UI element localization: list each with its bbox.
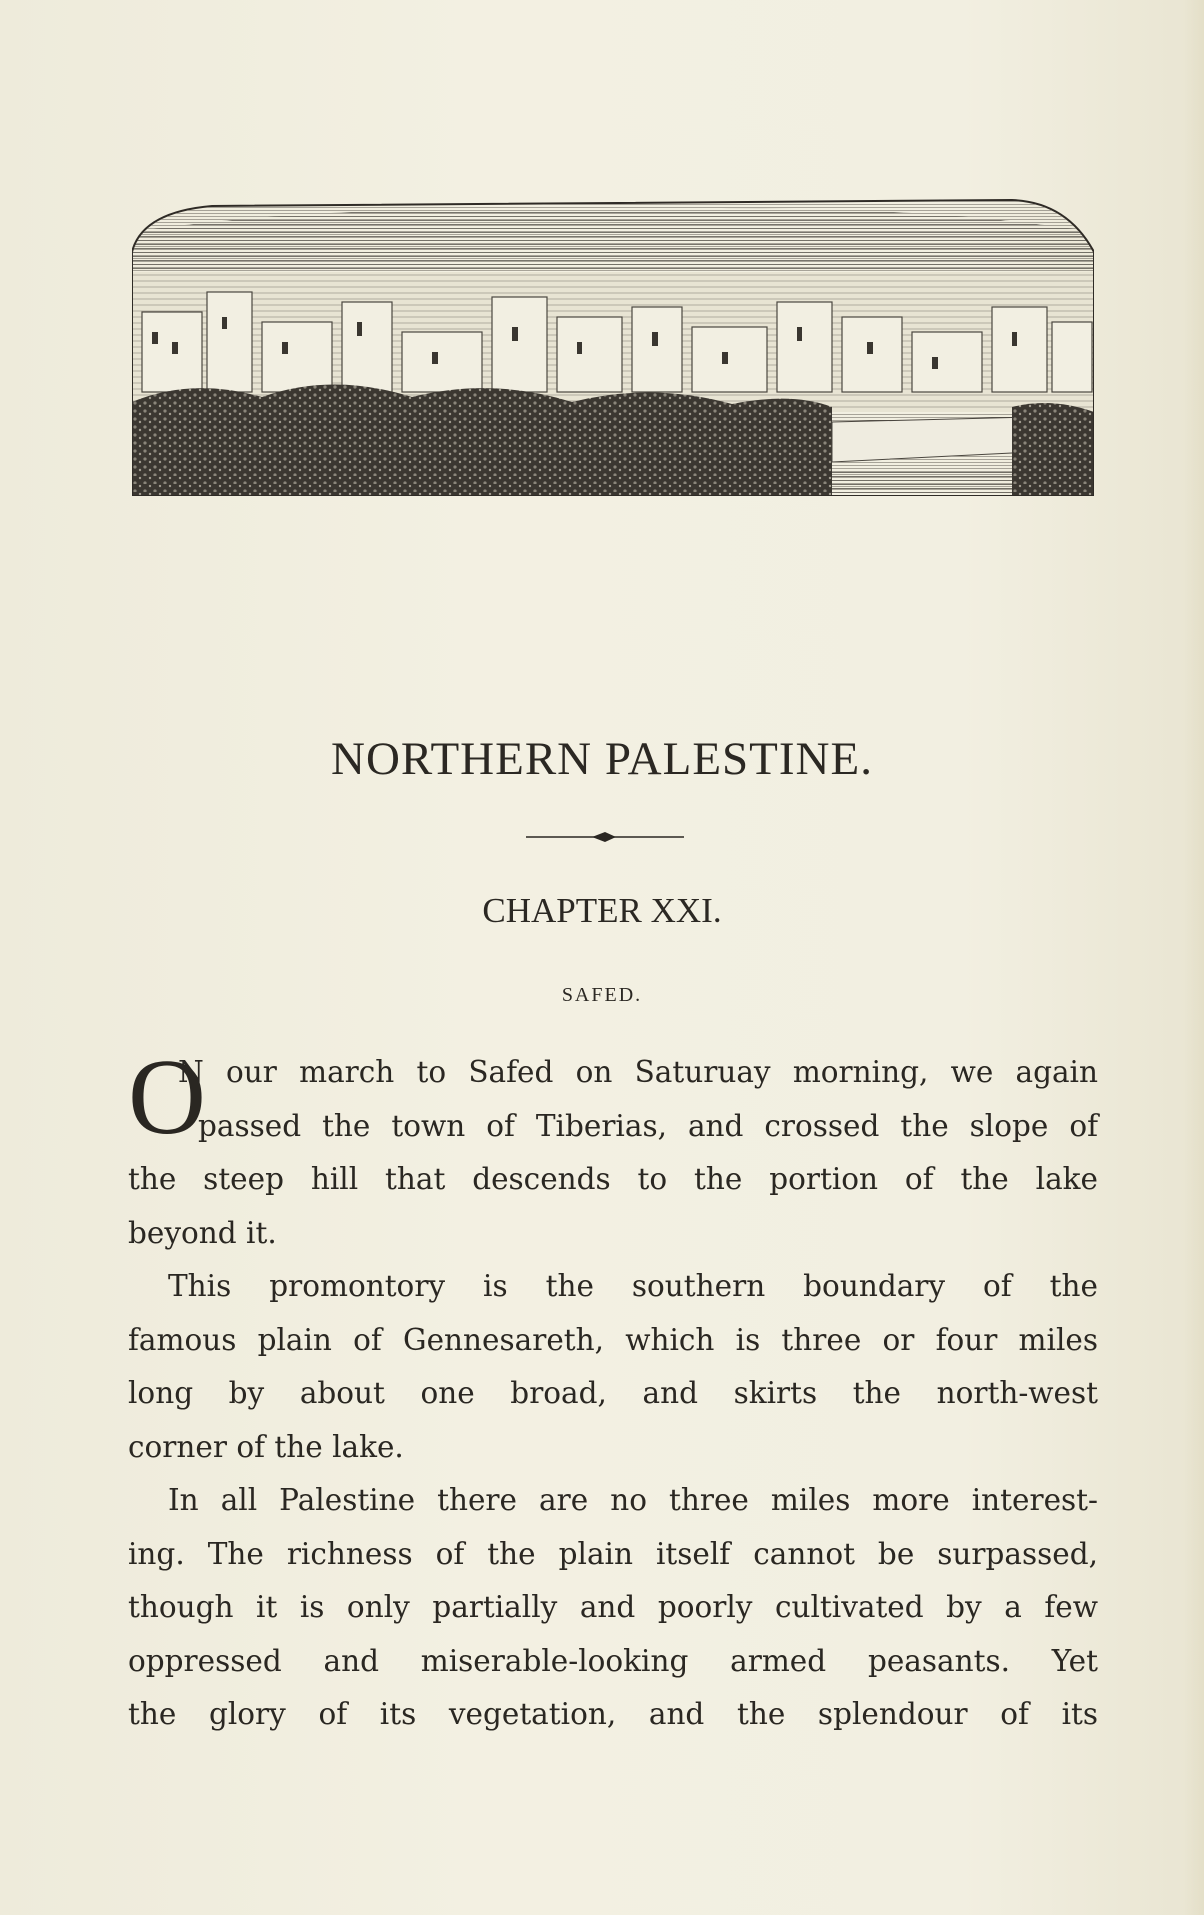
text-line: N our march to Safed on Saturuay morning, we again [178,1055,1098,1089]
text-line: ing. The richness of the plain itself cannot be surpassed, [128,1536,1098,1571]
page-edge-shadow [1184,0,1204,1915]
text-line: long by about one broad, and skirts the north-west [128,1376,1098,1410]
paragraph [128,1260,1098,1474]
chapter-body [128,1038,1098,1742]
chapter-title: CHAPTER XXI. [482,891,722,930]
text-line: corner of the lake. [128,1429,404,1464]
text-line: passed the town of Tiberias, and crossed the slope of [198,1108,1098,1143]
header-engraving [132,192,1094,496]
section-title: NORTHERN PALESTINE. [331,733,873,785]
text-line: This promontory is the southern boundary of the [168,1269,1098,1303]
text-line: the steep hill that descends to the portion of the lake [128,1162,1098,1196]
text-line: beyond it. [128,1215,277,1250]
drop-cap: O [128,1038,206,1157]
chapter-subtitle: SAFED. [561,984,643,1006]
text-line: In all Palestine there are no three miles more interest- [168,1483,1098,1517]
text-line: oppressed and miserable-looking armed peasants. Yet [128,1643,1098,1678]
divider-ornament [526,830,684,844]
paragraph [128,1038,1098,1260]
text-line: the glory of its vegetation, and the splendour of its [128,1697,1098,1731]
paragraph [128,1474,1098,1742]
text-line: though it is only partially and poorly cultivated by a few [128,1590,1098,1624]
text-line: famous plain of Gennesareth, which is three or four miles [128,1322,1098,1357]
